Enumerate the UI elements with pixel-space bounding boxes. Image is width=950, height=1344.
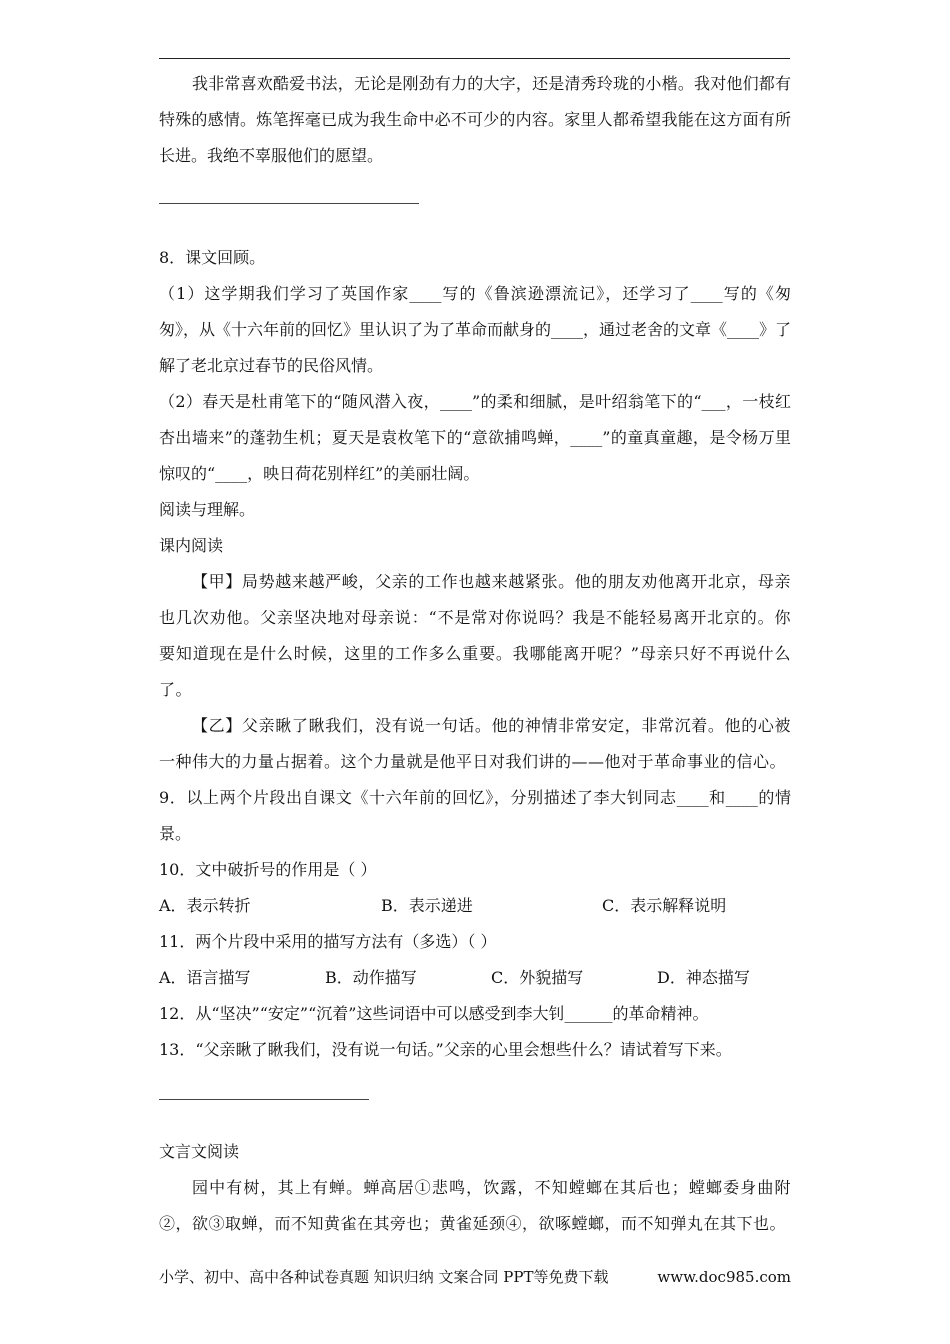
footer-promo-text: 小学、初中、高中各种试卷真题 知识归纳 文案合同 PPT等免费下载 [159, 1268, 609, 1286]
question-8-part-2: （2）春天是杜甫笔下的“随风潜入夜，____”的柔和细腻，是叶绍翁笔下的“___，一枝红杏出墙来”的蓬勃生机；夏天是袁枚笔下的“意欲捕鸣蝉，____”的童真童趣，是令杨万里惊叹的“____，映日荷花别样红”的美丽壮阔。 [159, 392, 791, 483]
question-11-stem: 11．两个片段中采用的描写方法有（多选）（ ） [159, 932, 497, 951]
page-top-rule [159, 58, 790, 59]
question-10-stem: 10．文中破折号的作用是（ ） [159, 860, 377, 879]
footer-site-link[interactable]: www.doc985.com [657, 1268, 791, 1286]
question-11-option-b[interactable]: B．动作描写 [325, 968, 417, 987]
question-8-part-1: （1）这学期我们学习了英国作家____写的《鲁滨逊漂流记》，还学习了____写的《匆匆》，从《十六年前的回忆》里认识了为了革命而献身的____，通过老舍的文章《____》了解了老北京过春节的民俗风情。 [159, 284, 792, 375]
question-10-option-a[interactable]: A．表示转折 [159, 896, 251, 915]
document-content [159, 66, 791, 1242]
question-11-option-c[interactable]: C．外貌描写 [491, 968, 584, 987]
section-classical-heading: 文言文阅读 [159, 1142, 240, 1161]
classical-text: 园中有树，其上有蝉。蝉高居①悲鸣，饮露，不知螳螂在其后也；螳螂委身曲附②，欲③取蝉，而不知黄雀在其旁也；黄雀延颈④，欲啄螳螂，而不知弹丸在其下也。 [159, 1178, 791, 1233]
passage-top-paragraph: 我非常喜欢酷爱书法，无论是刚劲有力的大字，还是清秀玲珑的小楷。我对他们都有特殊的感情。炼笔挥毫已成为我生命中必不可少的内容。家里人都希望我能在这方面有所长进。我绝不辜服他们的愿望。 [159, 74, 791, 165]
section-in-class-heading: 课内阅读 [159, 536, 224, 555]
question-13: 13．“父亲瞅了瞅我们，没有说一句话。”父亲的心里会想些什么？请试着写下来。 [159, 1040, 732, 1059]
question-11-option-d[interactable]: D．神态描写 [657, 968, 750, 987]
section-reading-heading: 阅读与理解。 [159, 500, 256, 519]
question-9: 9．以上两个片段出自课文《十六年前的回忆》，分别描述了李大钊同志____和____的情景。 [159, 788, 791, 843]
excerpt-a: 【甲】局势越来越严峻，父亲的工作也越来越紧张。他的朋友劝他离开北京，母亲也几次劝他。父亲坚决地对母亲说：“不是常对你说吗？我是不能轻易离开北京的。你要知道现在是什么时候，这里的工作多么重要。我哪能离开呢？”母亲只好不再说什么了。 [159, 572, 791, 699]
question-11-options [159, 960, 791, 996]
question-10-option-b[interactable]: B．表示递进 [381, 896, 473, 915]
question-8-title: 8．课文回顾。 [159, 248, 266, 267]
answer-line-passage[interactable] [159, 203, 419, 204]
answer-line-question-13[interactable] [159, 1099, 369, 1100]
page-footer [159, 1265, 791, 1289]
question-10-options [159, 888, 791, 924]
question-12: 12．从“坚决”“安定”“沉着”这些词语中可以感受到李大钊______的革命精神。 [159, 1004, 709, 1023]
question-11-option-a[interactable]: A．语言描写 [159, 968, 251, 987]
question-10-option-c[interactable]: C．表示解释说明 [602, 896, 727, 915]
excerpt-b: 【乙】父亲瞅了瞅我们，没有说一句话。他的神情非常安定，非常沉着。他的心被一种伟大的力量占据着。这个力量就是他平日对我们讲的——他对于革命事业的信心。 [159, 716, 791, 771]
